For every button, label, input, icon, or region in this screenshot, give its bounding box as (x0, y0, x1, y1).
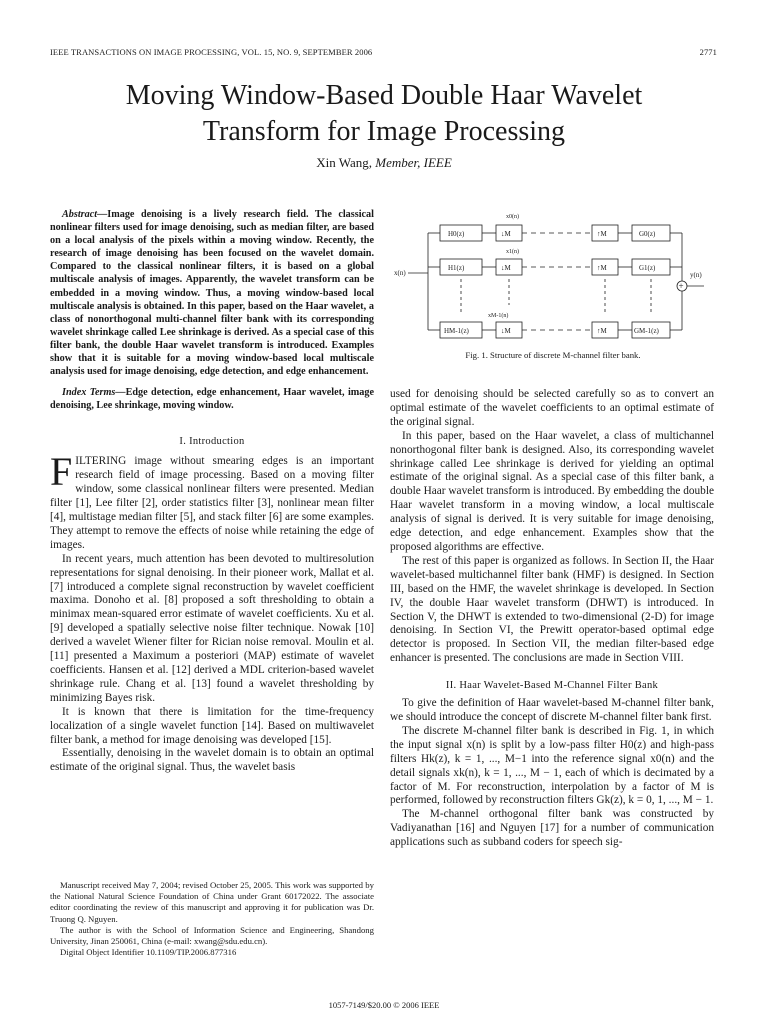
section-heading-haar: II. Haar Wavelet-Based M-Channel Filter Bank (445, 680, 659, 692)
analysis-filter-m-1: HM-1(z) (444, 327, 469, 335)
synthesis-filter-m-1: GM-1(z) (634, 327, 659, 335)
section-heading-introduction: I. Introduction (179, 436, 245, 448)
ellipsis-lines (461, 279, 651, 315)
index-terms-text: Edge detection, edge enhancement, Haar wavelet, image denoising, Lee shrinkage, moving window. (50, 387, 374, 412)
footnote-doi: Digital Object Identifier 10.1109/TIP.2006.877316 (60, 947, 237, 958)
left-column (50, 208, 374, 775)
copyright-footer: 1057-7149/$20.00 © 2006 IEEE (328, 1000, 440, 1010)
drop-cap: F (50, 449, 73, 495)
figure-filter-bank (392, 205, 714, 345)
right-paragraph-3: The rest of this paper is organized as follows. In Section II, the Haar wavelet-based multichannel filter bank (HMF) is designed. In Section III, based on the HMF, the wavelet shrinkage is developed. In Section IV, the double Haar wavelet transform (DHWT) is introduced. In Section V, the DHWT is extended to two-dimensional (2-D) for image denoising. In Section VI, the Prewitt operator-based optimal edge detector is proposed. In Section VII, the median filter-based edge enhancer is presented. The conclusions are made in Section VIII. (390, 554, 714, 665)
analysis-filter-1: H1(z) (448, 264, 465, 272)
abstract (50, 208, 374, 378)
right-paragraph-6: The M-channel orthogonal filter bank was constructed by Vadiyanathan [16] and Nguyen [17] for a number of communication applications such as subband coders for speech sig- (390, 808, 714, 849)
right-paragraph-1: used for denoising should be selected carefully so as to convert an optimal estimate of the wavelet coefficients to an optimal estimate of the original signal. (390, 388, 714, 428)
upsampler-1: ↑M (597, 264, 607, 272)
footnote-manuscript: Manuscript received May 7, 2004; revised October 25, 2005. This work was supported by the National Natural Science Foundation of China under Grant 60172022. The associate editor coordinating the review of this manuscript and approving it for publication was Dr. Truong Q. Nguyen. (50, 880, 374, 924)
intro-paragraph-2: In recent years, much attention has been devoted to multiresolution representations for signal denoising. In their pioneer work, Mallat et al. [7] introduced a complete signal reconstruction by wavelet coefficient maxima. Donoho et al. [8] proposed a soft thresholding to obtain a minimax mean-squared error estimate of wavelet coefficients. Xu et al. [9] developed a spatially selective noise filter technique. Nowak [10] derived a wavelet Wiener filter for Rician noise removal. Moulin et al. [11] presented a Maximum a posteriori (MAP) estimate of wavelet coefficients. Hansen et al. [12] derived a MDL criterion-based wavelet shrinkage rule. Chang et al. [13] found a wavelet thresholding by minimizing Bayes risk. (50, 552, 374, 704)
right-paragraph-4: To give the definition of Haar wavelet-based M-channel filter bank, we should introduce the concept of discrete M-channel filter bank first. (390, 697, 714, 724)
title-line-1: Moving Window-Based Double Haar Wavelet (125, 80, 643, 111)
synthesis-filter-0: G0(z) (639, 230, 656, 238)
fig-output-label: y(n) (690, 271, 702, 279)
upsampler-0: ↑M (597, 230, 607, 238)
author-line (0, 155, 768, 171)
downsampler-0: ↓M (501, 230, 511, 238)
page-number: 2771 (699, 47, 717, 57)
index-terms-label: Index Terms— (62, 387, 126, 399)
filter-row-m-1 (428, 312, 682, 338)
abstract-text: Image denoising is a lively research field. The classical nonlinear filters used for image denoising, such as median filter, are based on a local analysis of the pixels within a moving window. Recently, the research of image denoising has been focused on the wavelet domain. Compared to the classical nonlinear filters, it is based on a global multiscale analysis of images. Apparently, the wavelet transform can be embedded in a moving window. Thus, a moving window-based local multiscale analysis is obtained. In this paper, based on the Haar wavelet, a class of nonorthogonal multi-channel filter bank with its corresponding wavelet shrinkage called Lee shrinkage is derived. As a special case of this filter bank, the double Haar wavelet transform is introduced. Examples show that it is suitable for a moving window-based local multiscale analysis used for image denoising, edge detection, and edge enhancement. (50, 209, 374, 378)
signal-label-m-1: xM-1(n) (488, 313, 509, 319)
sum-symbol: + (678, 281, 684, 291)
intro-p1-text: ILTERING image without smearing edges is an important research field of image processing. Based on a moving filter window, some classical nonlinear filters were presented. Median filter [1], Lee filter [2], order statistics filter [3], nonlinear mean filter [4], multistage median filter [5], and stack filter [6] are some examples. They attempt to remove the effects of noise while retaining the edge of images. (50, 455, 374, 551)
right-paragraph-5: The discrete M-channel filter bank is described in Fig. 1, in which the input signal x(n) is split by a low-pass filter H0(z) and high-pass filters Hk(z), k = 1, ..., M−1 into the reference signal x0(n) and the detail signals xk(n), k = 1, ..., M − 1, each of which is decimated by a factor of M. For reconstruction, interpolation by a factor of M is performed, followed by reconstruction filters Gk(z), k = 0, 1, ..., M − 1. (390, 724, 714, 807)
title-line-2: Transform for Image Processing (202, 116, 566, 147)
intro-paragraph-1 (50, 449, 374, 552)
downsampler-m-1: ↓M (501, 327, 511, 335)
intro-paragraph-4: Essentially, denoising in the wavelet domain is to obtain an optimal estimate of the original signal. Thus, the wavelet basis (50, 747, 374, 774)
intro-paragraph-3: It is known that there is limitation for the time-frequency localization of a single wavelet function [14]. Based on multiwavelet filter bank, a method for image denoising was developed [15]. (50, 705, 374, 746)
right-column (390, 388, 714, 850)
paper-title (0, 78, 768, 150)
synthesis-filter-1: G1(z) (639, 264, 656, 272)
footnote (50, 880, 374, 958)
footnote-affiliation: The author is with the School of Information Science and Engineering, Shandong University, Jinan 250061, China (e-mail: xwang@sdu.edu.cn). (50, 924, 374, 947)
signal-label-0: x0(n) (506, 214, 519, 220)
journal-header: IEEE TRANSACTIONS ON IMAGE PROCESSING, VOL. 15, NO. 9, SEPTEMBER 2006 (50, 47, 373, 57)
abstract-label: Abstract— (62, 209, 108, 220)
downsampler-1: ↓M (501, 264, 511, 272)
right-paragraph-2: In this paper, based on the Haar wavelet, a class of multichannel nonorthogonal filter bank is designed. Also, its corresponding wavelet shrinkage called Lee shrinkage is derived for yielding an optimal estimate of the original signal. As a special case of this filter bank, a double Haar wavelet transform is introduced. By embedding the double Haar wavelet transform in a moving window, a local multiscale analysis of signal is derived. It is very suitable for image denoising, edge detection, and edge enhancement. Examples show that the proposed algorithms are effective. (390, 429, 714, 553)
upsampler-m-1: ↑M (597, 327, 607, 335)
index-terms (50, 386, 374, 412)
figure-caption: Fig. 1. Structure of discrete M-channel filter bank. (465, 350, 641, 360)
author-role: Member, IEEE (375, 155, 452, 170)
filter-row-1 (428, 248, 682, 275)
filter-row-0 (428, 213, 682, 241)
analysis-filter-0: H0(z) (448, 230, 465, 238)
fig-input-label: x(n) (394, 269, 406, 277)
signal-label-1: x1(n) (506, 249, 519, 255)
author-name: Xin Wang, (316, 155, 372, 170)
